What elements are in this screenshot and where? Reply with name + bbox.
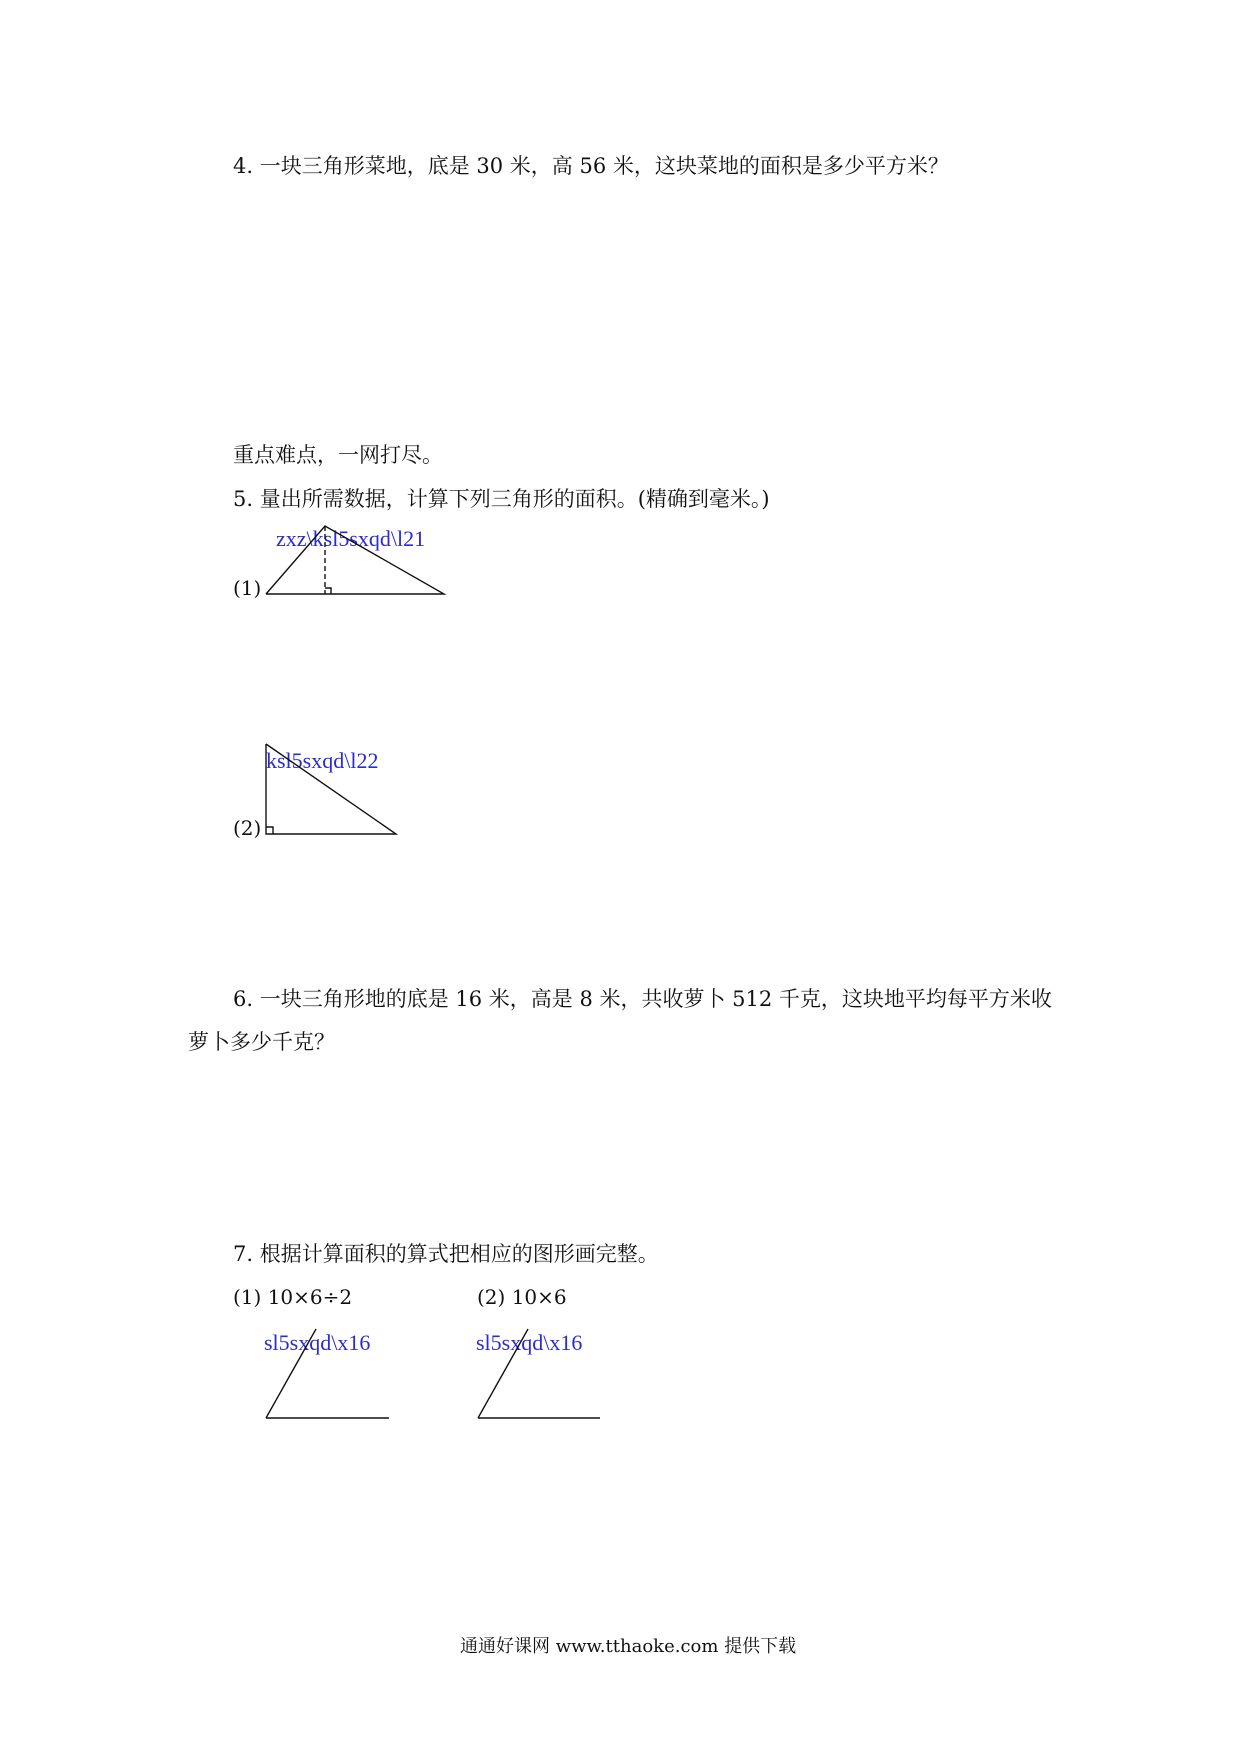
question-7-part-2-label: (2) 10×6: [477, 1285, 567, 1309]
footer: 通通好课网 www.tthaoke.com 提供下载: [460, 1636, 797, 1657]
question-6-line-2: 萝卜多少千克？: [188, 1030, 335, 1054]
question-7-part-1-code: sl5sxqd\x16: [264, 1330, 371, 1355]
figure-1-label: (1): [233, 576, 262, 600]
figure-2-label: (2): [233, 816, 262, 840]
question-7-part-1-label: (1) 10×6÷2: [233, 1285, 353, 1309]
question-7-part-2-code: sl5sxqd\x16: [476, 1330, 583, 1355]
section-heading: 重点难点，一网打尽。: [233, 443, 443, 467]
question-5: 5. 量出所需数据，计算下列三角形的面积。(精确到毫米。): [233, 487, 770, 511]
figure-1-code: zxz\ksl5sxqd\l21: [276, 526, 426, 551]
question-6-line-1: 6. 一块三角形地的底是 16 米，高是 8 米，共收萝卜 512 千克，这块地平均每平方米收: [233, 987, 1052, 1011]
figure-2-code: ksl5sxqd\l22: [266, 748, 379, 773]
triangle-2-right-angle-mark: [266, 827, 273, 834]
question-4: 4. 一块三角形菜地，底是 30 米，高 56 米，这块菜地的面积是多少平方米？: [233, 154, 949, 178]
question-7: 7. 根据计算面积的算式把相应的图形画完整。: [233, 1242, 659, 1266]
triangle-1-right-angle-mark: [325, 588, 331, 594]
